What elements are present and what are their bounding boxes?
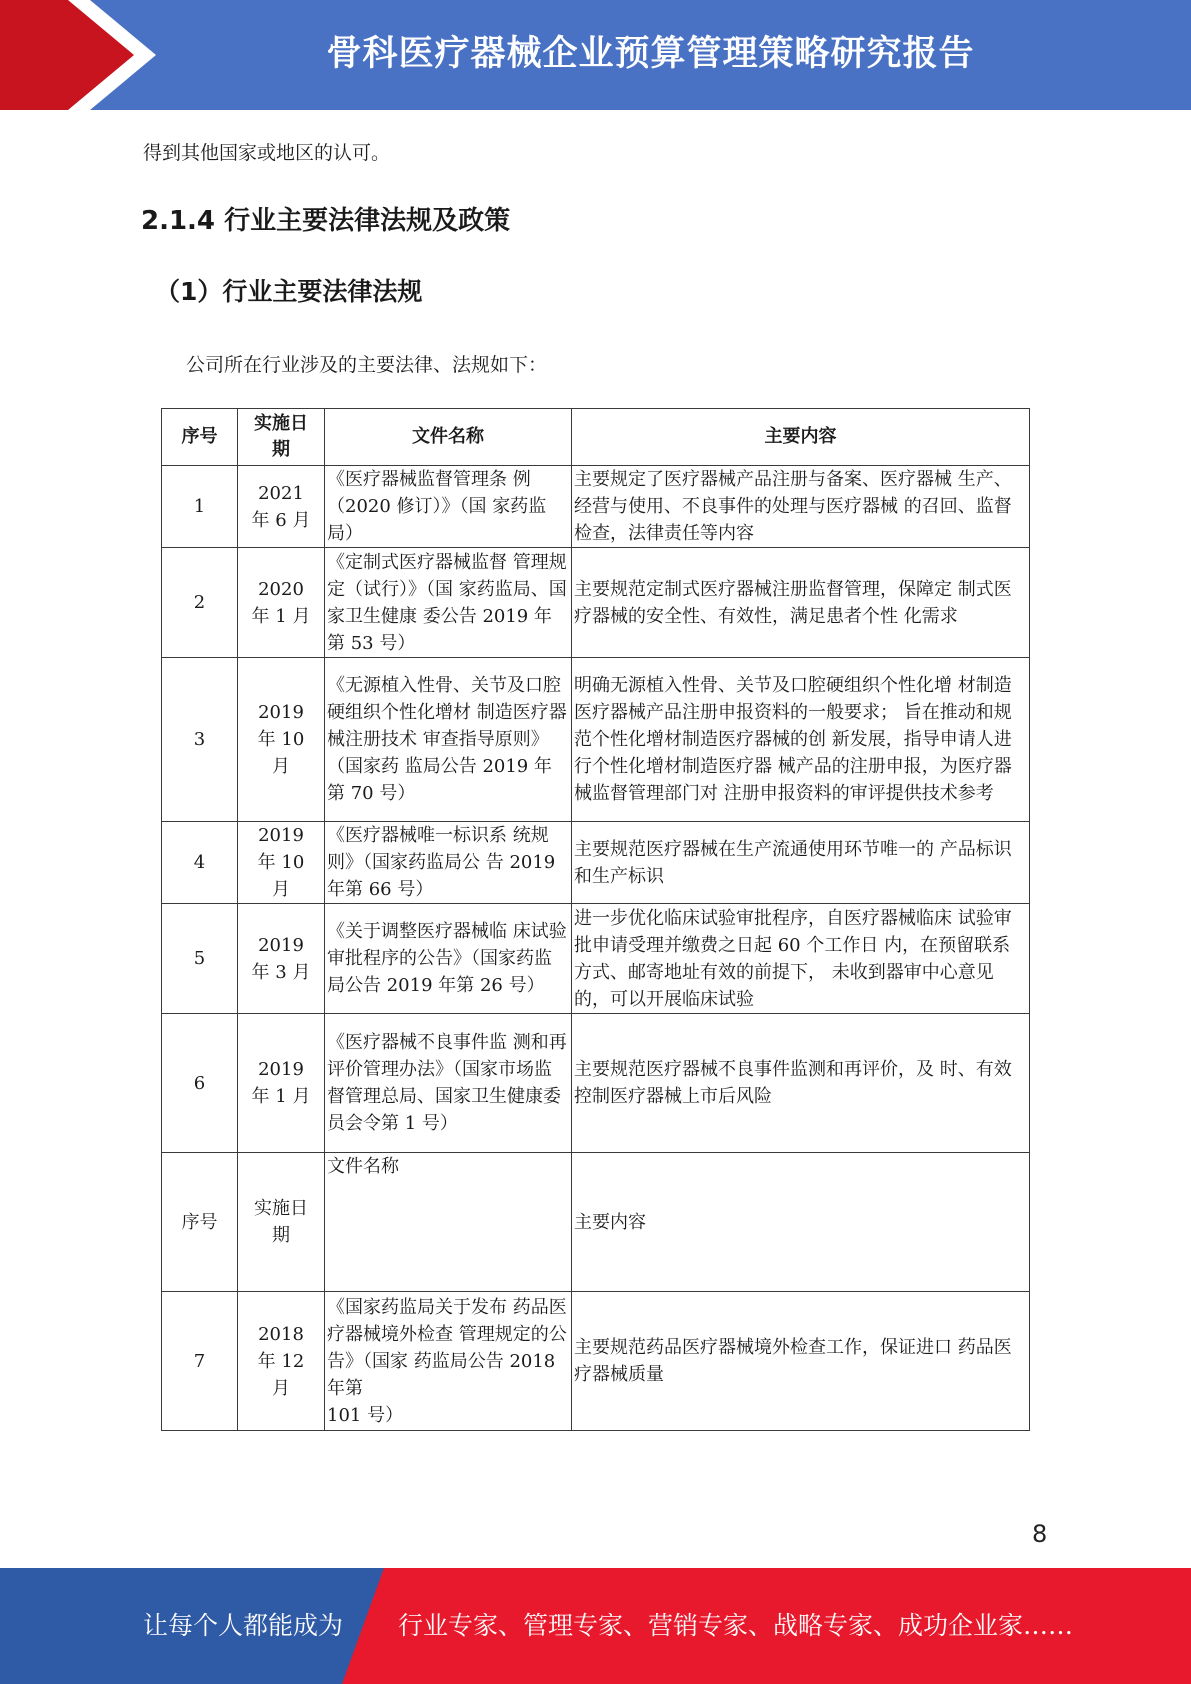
continued-paragraph: 得到其他国家或地区的认可。 <box>143 142 391 164</box>
subsection-heading: （1）行业主要法律法规 <box>155 277 423 306</box>
table-row <box>162 466 1030 548</box>
row-content: 主要规范医疗器械在生产流通使用环节唯一的 产品标识和生产标识 <box>572 822 1030 904</box>
header-content: 主要内容 <box>572 409 1030 466</box>
row-no: 1 <box>162 466 238 548</box>
page-footer <box>0 1568 1191 1684</box>
table-row <box>162 822 1030 904</box>
table-row <box>162 1292 1030 1431</box>
row-content: 主要规定了医疗器械产品注册与备案、医疗器械 生产、经营与使用、不良事件的处理与医疗器械 的召回、监督检查，法律责任等内容 <box>572 466 1030 548</box>
repeat-header-name: 文件名称 <box>325 1153 572 1292</box>
table-row <box>162 904 1030 1014</box>
table-row <box>162 548 1030 658</box>
page-number: 8 <box>1032 1520 1048 1548</box>
row-content: 主要规范医疗器械不良事件监测和再评价，及 时、有效控制医疗器械上市后风险 <box>572 1014 1030 1153</box>
intro-paragraph: 公司所在行业涉及的主要法律、法规如下： <box>186 354 548 376</box>
section-heading: 2.1.4 行业主要法律法规及政策 <box>141 206 511 236</box>
row-name: 《国家药监局关于发布 药品医疗器械境外检查 管理规定的公告》（国家 药监局公告 2018 年第 101 号） <box>325 1292 572 1431</box>
row-date: 2021 年 6 月 <box>238 466 325 548</box>
row-date: 2018 年 12 月 <box>238 1292 325 1431</box>
repeat-header-no: 序号 <box>162 1153 238 1292</box>
row-no: 7 <box>162 1292 238 1431</box>
footer-slogan-right: 行业专家、管理专家、营销专家、战略专家、成功企业家…… <box>398 1611 1074 1640</box>
row-no: 2 <box>162 548 238 658</box>
row-no: 6 <box>162 1014 238 1153</box>
row-date: 2019 年 10 月 <box>238 822 325 904</box>
row-name: 《定制式医疗器械监督 管理规定（试行）》（国 家药监局、国家卫生健康 委公告 2019 年第 53 号） <box>325 548 572 658</box>
row-date: 2019 年 10 月 <box>238 658 325 822</box>
table-repeat-header-row <box>162 1153 1030 1292</box>
row-name: 《无源植入性骨、关节及口腔硬组织个性化增材 制造医疗器械注册技术 审查指导原则》（国家药 监局公告 2019 年第 70 号） <box>325 658 572 822</box>
page-header <box>0 0 1191 110</box>
row-content: 主要规范定制式医疗器械注册监督管理，保障定 制式医疗器械的安全性、有效性，满足患者个性 化需求 <box>572 548 1030 658</box>
table-row <box>162 658 1030 822</box>
row-name: 《医疗器械唯一标识系 统规则》（国家药监局公 告 2019 年第 66 号） <box>325 822 572 904</box>
row-no: 4 <box>162 822 238 904</box>
header-red-arrow <box>0 0 150 110</box>
footer-slogan-left: 让每个人都能成为 <box>143 1611 344 1640</box>
row-no: 5 <box>162 904 238 1014</box>
header-name: 文件名称 <box>325 409 572 466</box>
table-header-row <box>162 409 1030 466</box>
row-name: 《医疗器械监督管理条 例（2020 修订）》（国 家药监局） <box>325 466 572 548</box>
table-row <box>162 1014 1030 1153</box>
repeat-header-date: 实施日 期 <box>238 1153 325 1292</box>
row-content: 明确无源植入性骨、关节及口腔硬组织个性化增 材制造医疗器械产品注册申报资料的一般要求； 旨在推动和规范个性化增材制造医疗器械的创 新发展，指导申请人进行个性化增材制造医疗器 械产品的注册申报，为医疗器械监督管理部门对 注册申报资料的审评提供技术参考 <box>572 658 1030 822</box>
repeat-header-content: 主要内容 <box>572 1153 1030 1292</box>
row-date: 2020 年 1 月 <box>238 548 325 658</box>
row-name: 《关于调整医疗器械临 床试验审批程序的公告》（国家药监局公告 2019 年第 26 号） <box>325 904 572 1014</box>
header-no: 序号 <box>162 409 238 466</box>
report-title: 骨科医疗器械企业预算管理策略研究报告 <box>326 34 975 74</box>
row-content: 主要规范药品医疗器械境外检查工作，保证进口 药品医疗器械质量 <box>572 1292 1030 1431</box>
row-no: 3 <box>162 658 238 822</box>
regulations-table <box>161 408 1030 1431</box>
row-content: 进一步优化临床试验审批程序，自医疗器械临床 试验审批申请受理并缴费之日起 60 个工作日 内，在预留联系方式、邮寄地址有效的前提下， 未收到器审中心意见的，可以开展临床试验 <box>572 904 1030 1014</box>
header-date: 实施日 期 <box>238 409 325 466</box>
row-date: 2019 年 3 月 <box>238 904 325 1014</box>
row-date: 2019 年 1 月 <box>238 1014 325 1153</box>
row-name: 《医疗器械不良事件监 测和再评价管理办法》（国家市场监督管理总局、国家卫生健康委员会令第 1 号） <box>325 1014 572 1153</box>
